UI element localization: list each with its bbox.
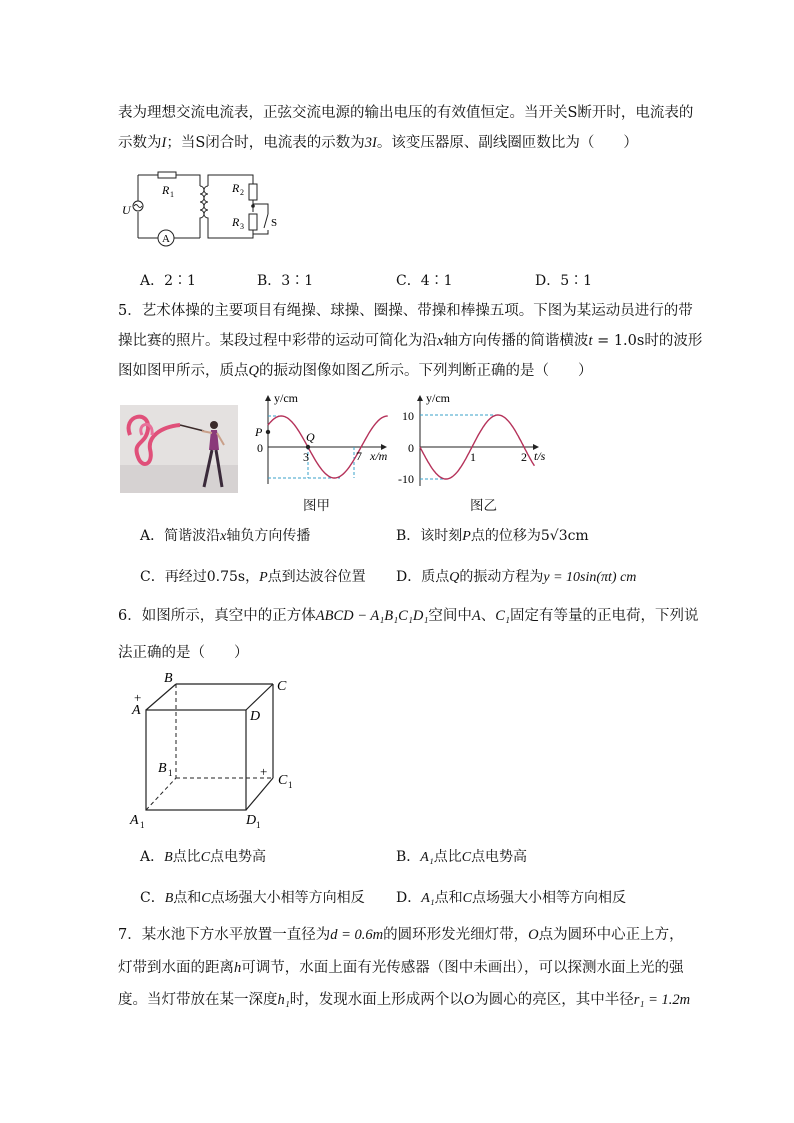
graph2-tick-2: 2 [521, 450, 527, 464]
vibration-graph-yi [392, 390, 562, 498]
vertex-d1-sub: 1 [256, 820, 261, 830]
q7-line-2: 灯带到水面的距离h可调节，水面上面有光传感器（图中未画出），可以探测水面上光的强 [118, 960, 684, 976]
cube-diagram [118, 668, 308, 830]
graph2-xlabel: t/s [534, 449, 546, 463]
graph1-xlabel: x/m [370, 449, 388, 463]
vertex-a1-sub: 1 [140, 820, 145, 830]
graph1-ylabel: y/cm [274, 391, 298, 405]
q5-option-b: B．该时刻P点的位移为5√3cm [396, 528, 589, 544]
q6-option-b: B．A₁点比C点电势高 [396, 849, 528, 865]
graph1-q-label: Q [306, 430, 315, 444]
q5-line-1: 5．艺术体操的主要项目有绳操、球操、圈操、带操和棒操五项。下图为某运动员进行的带 [118, 303, 693, 319]
graph1-tick-3: 3 [303, 450, 309, 464]
q4-circuit-diagram [118, 168, 278, 250]
point-q [306, 445, 310, 449]
graph2-tick-1: 1 [470, 450, 476, 464]
q4-option-c: C．4∶1 [396, 273, 453, 289]
r3-sub: 3 [240, 222, 244, 231]
vertex-b: B [164, 671, 173, 686]
vertex-d: D [250, 709, 261, 724]
r2-sub: 2 [240, 188, 244, 197]
q6-option-c: C．B点和C点场强大小相等方向相反 [140, 890, 365, 906]
graph2-tick-10: 10 [402, 409, 414, 423]
vertex-c1: C [278, 773, 288, 788]
wave-graph-jia [248, 390, 398, 498]
caption-yi: 图乙 [470, 498, 497, 514]
q4-line-1: 表为理想交流电流表，正弦交流电源的输出电压的有效值恒定。当开关S断开时，电流表的 [118, 105, 694, 121]
graph1-tick-7: 7 [356, 449, 362, 463]
vertex-b1: B [158, 761, 167, 776]
q5-option-a: A．简谐波沿x轴负方向传播 [140, 528, 311, 544]
charge-a: + [134, 690, 142, 705]
q7-line-1: 7．某水池下方水平放置一直径为d = 0.6m的圆环形发光细灯带，O点为圆环中心正上方， [118, 927, 684, 943]
graph2-tick-minus10: -10 [398, 472, 414, 486]
vertex-a: A [132, 703, 141, 718]
q5-line-3: 图如图甲所示，质点Q的振动图像如图乙所示。下列判断正确的是（ ） [118, 363, 593, 379]
r2-label: R [232, 181, 240, 195]
q5-option-d: D．质点Q的振动方程为y = 10sin(πt) cm [396, 569, 637, 585]
switch-label: S [271, 217, 278, 229]
q5-line-2: 操比赛的照片。某段过程中彩带的运动可简化为沿x轴方向传播的简谐横波t = 1.0s时的波形 [118, 333, 703, 349]
q7-line-3: 度。当灯带放在某一深度h₁时，发现水面上形成两个以O为圆心的亮区，其中半径r₁ = 1.2m [118, 992, 691, 1008]
caption-jia: 图甲 [303, 498, 330, 514]
graph2-ylabel: y/cm [426, 391, 450, 405]
q6-option-a: A．B点比C点电势高 [140, 849, 267, 865]
q6-option-d: D．A₁点和C点场强大小相等方向相反 [396, 890, 626, 906]
q6-line-1: 6．如图所示，真空中的正方体ABCD − A₁B₁C₁D₁空间中A、C₁固定有等量的正电荷，下列说 [118, 608, 699, 624]
vertex-d1: D [246, 813, 257, 828]
point-p [266, 430, 270, 434]
q4-option-a: A．2∶1 [140, 273, 196, 289]
q4-line-2: 示数为I；当S闭合时，电流表的示数为3I。该变压器原、副线圈匝数比为（ ） [118, 135, 638, 151]
graph2-origin: 0 [408, 441, 414, 455]
q6-line-2: 法正确的是（ ） [118, 645, 249, 661]
vertex-c1-sub: 1 [288, 780, 293, 790]
r3-label: R [232, 215, 240, 229]
charge-c1: + [260, 764, 268, 779]
r1-label: R [162, 183, 170, 197]
r1-sub: 1 [170, 190, 174, 199]
graph1-p-label: P [255, 425, 263, 439]
gymnast-photo [120, 405, 238, 493]
u-label: U [122, 203, 131, 217]
vertex-c: C [277, 679, 287, 694]
ammeter-label: A [162, 233, 170, 245]
vertex-a1: A [130, 813, 139, 828]
graph1-origin: 0 [257, 441, 263, 455]
q4-option-d: D．5∶1 [535, 273, 593, 289]
q4-option-b: B．3∶1 [257, 273, 314, 289]
vertex-b1-sub: 1 [168, 768, 173, 778]
q5-option-c: C．再经过0.75s，P点到达波谷位置 [140, 569, 366, 585]
